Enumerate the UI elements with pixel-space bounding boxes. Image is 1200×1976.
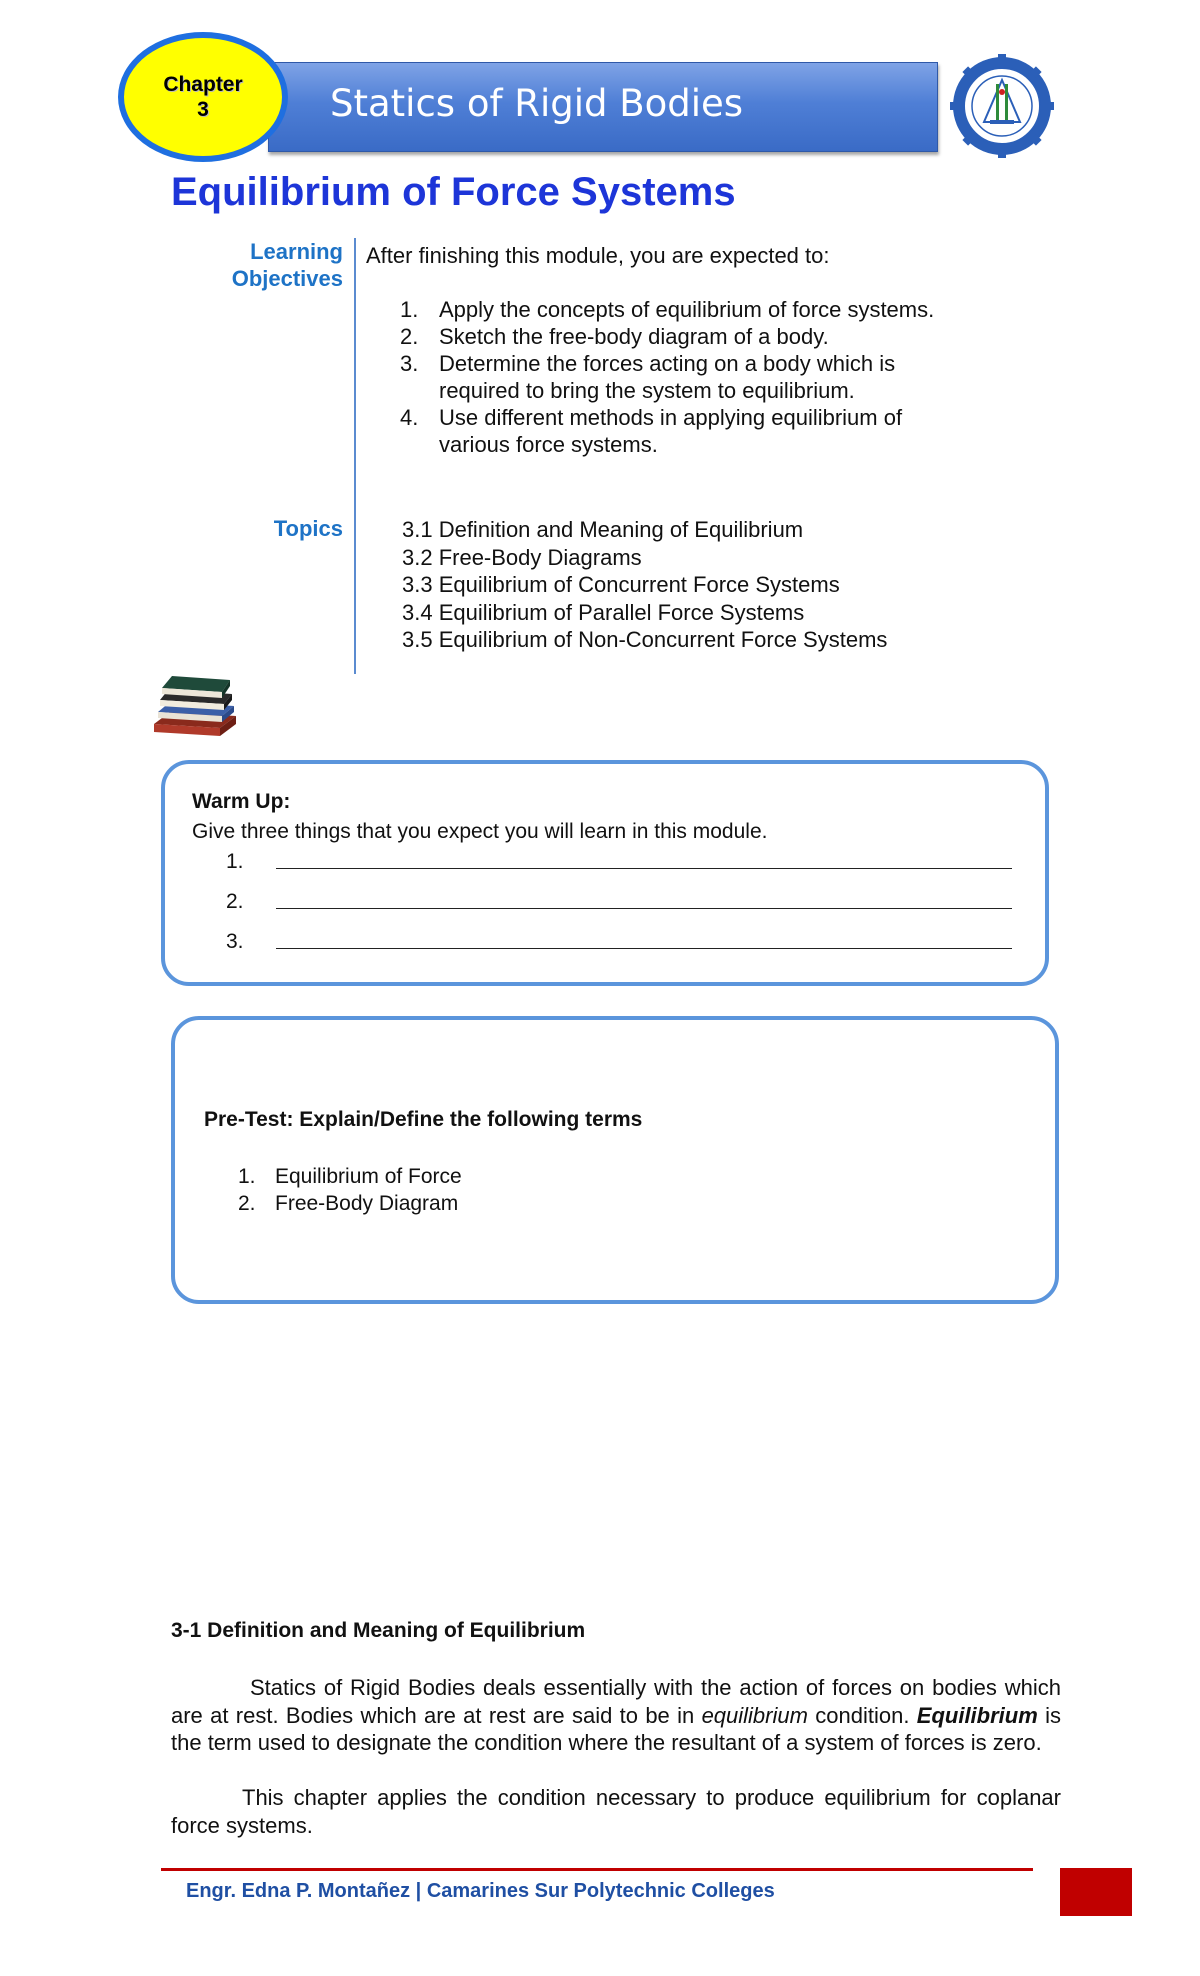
- list-item: 1. Equilibrium of Force: [238, 1165, 462, 1188]
- section-heading: 3-1 Definition and Meaning of Equilibrium: [171, 1619, 586, 1642]
- course-title: Statics of Rigid Bodies: [330, 82, 744, 125]
- answer-number: 2.: [226, 890, 244, 913]
- warm-up-box: [161, 760, 1049, 986]
- section-paragraph-2: This chapter applies the condition necessary to produce equilibrium for coplanar force systems.: [171, 1785, 1061, 1838]
- answer-line-1[interactable]: [276, 868, 1012, 869]
- label-line-2: Objectives: [231, 266, 343, 291]
- section-divider-line: [354, 238, 356, 674]
- chapter-label: Chapter: [163, 73, 243, 96]
- list-item: 4. Use different methods in applying equilibrium of various force systems.: [400, 405, 903, 457]
- topics-label: Topics: [273, 516, 343, 541]
- objectives-intro: After finishing this module, you are expected to:: [366, 243, 830, 268]
- page-title: Equilibrium of Force Systems: [171, 170, 736, 214]
- chapter-number: 3: [197, 98, 209, 121]
- topic-item: 3.1 Definition and Meaning of Equilibrium: [402, 517, 804, 542]
- learning-objectives-label: [163, 238, 343, 292]
- topic-item: 3.4 Equilibrium of Parallel Force Systems: [402, 599, 805, 625]
- chapter-badge: [118, 32, 288, 162]
- answer-line-3[interactable]: [276, 948, 1012, 949]
- footer-page-box: [1060, 1868, 1132, 1916]
- list-item: 3. Determine the forces acting on a body which is required to bring the system to equilibrium.: [400, 351, 896, 403]
- footer-rule: [161, 1868, 1033, 1871]
- list-item: 2. Sketch the free-body diagram of a body.: [400, 324, 829, 349]
- warm-up-title: Warm Up:: [192, 790, 291, 813]
- answer-number: 3.: [226, 930, 244, 953]
- objectives-list: [400, 296, 1000, 458]
- list-item: 2. Free-Body Diagram: [238, 1192, 459, 1215]
- list-item: 1. Apply the concepts of equilibrium of force systems.: [400, 297, 935, 322]
- section-paragraph-1: Statics of Rigid Bodies deals essentially with the action of forces on bodies which are at rest. Bodies which are at rest are said to be in equilibrium condition. Equilibrium is the term used to designate the condition where the resultant of a system of forces is zero.: [171, 1675, 1061, 1755]
- label-line-1: Learning: [250, 239, 343, 264]
- pre-test-box: [171, 1016, 1059, 1304]
- answer-number: 1.: [226, 850, 244, 873]
- topic-item: 3.2 Free-Body Diagrams: [402, 544, 642, 570]
- pre-test-list: [238, 1163, 462, 1217]
- stack-of-books-icon: [150, 672, 240, 740]
- pre-test-title: Pre-Test: Explain/Define the following terms: [204, 1108, 643, 1131]
- footer-text: Engr. Edna P. Montañez | Camarines Sur Polytechnic Colleges: [186, 1880, 775, 1902]
- topics-list: [402, 516, 887, 654]
- warm-up-prompt: Give three things that you expect you will learn in this module.: [192, 820, 768, 843]
- answer-line-2[interactable]: [276, 908, 1012, 909]
- topic-item: 3.5 Equilibrium of Non-Concurrent Force Systems: [402, 627, 888, 652]
- school-seal-icon: [950, 54, 1054, 158]
- topic-item: 3.3 Equilibrium of Concurrent Force Systems: [402, 572, 840, 597]
